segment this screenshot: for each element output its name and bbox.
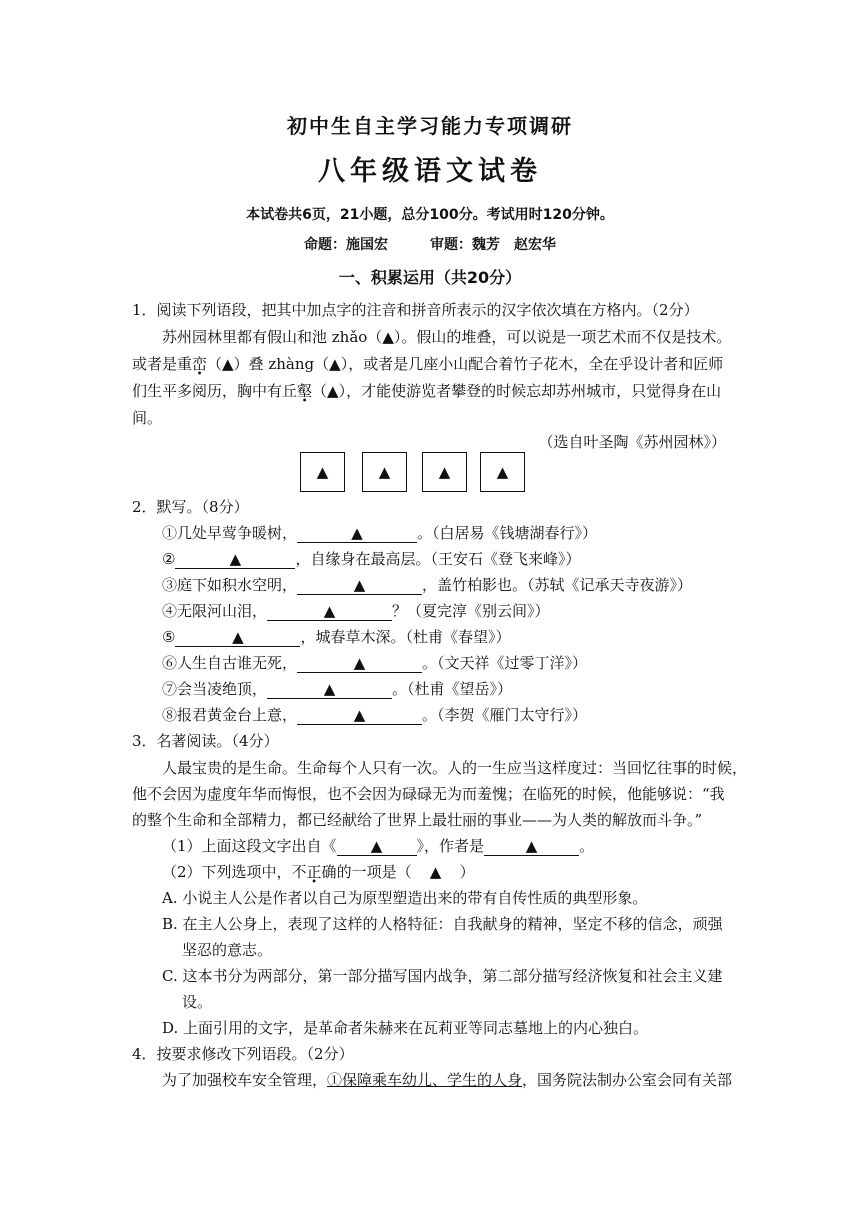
passage-text: ），才能使游览者攀登的时候忘却苏州城市，只觉得身在山 [338, 382, 722, 400]
recitation-text: ，自缘身在最高层。（王安石《登飞来峰》） [295, 550, 581, 568]
answer-box[interactable] [480, 452, 525, 492]
answer-marker: ▲ [232, 628, 244, 646]
answer-marker: ▲ [496, 463, 509, 481]
recitation-text: ？（夏完淳《别云间》） [392, 602, 550, 620]
answer-marker: ▲ [323, 680, 336, 698]
answer-marker: ▲ [327, 382, 339, 400]
passage-text: ），或者是几座小山配合着竹子花木，全在乎设计者和匠师 [340, 355, 724, 373]
question-4-passage-line [162, 1070, 732, 1090]
question-text: 的一项是（ [336, 863, 412, 881]
exam-heading: 初中生自主学习能力专项调研 [287, 114, 573, 138]
question-4-stem: 4．按要求修改下列语段。（2分） [132, 1045, 354, 1063]
recitation-item [162, 653, 587, 673]
option-a[interactable]: A. 小说主人公是作者以自己为原型塑造出来的带有自传性质的典型形象。 [162, 889, 648, 907]
passage-text: （ [207, 355, 223, 373]
recitation-text: 。（杜甫《望岳》） [392, 680, 513, 698]
answer-blank[interactable] [267, 602, 392, 621]
answer-blank[interactable] [175, 628, 300, 647]
option-d[interactable]: D. 上面引用的文字，是革命者朱赫来在瓦莉亚等同志墓地上的内心独白。 [162, 1019, 649, 1037]
passage-text: 或者是重 [132, 355, 193, 373]
question-1-passage-line [132, 381, 721, 401]
recitation-item [162, 523, 597, 543]
quoted-passage-line: 他不会因为虚度年华而悔恨，也不会因为碌碌无为而羞愧；在临死的时候，他能够说：“我 [132, 785, 725, 803]
passage-text: 们生平多阅历，胸中有丘 [132, 382, 298, 400]
answer-marker: ▲ [353, 654, 366, 672]
recitation-text: 。（白居易《钱塘湖春行》） [417, 524, 598, 542]
answer-marker: ▲ [351, 524, 363, 542]
passage-text: 为了加强校车安全管理， [162, 1071, 328, 1089]
recitation-text: ④无限河山泪， [162, 602, 268, 620]
recitation-text: ，盖竹柏影也。（苏轼《记承天寺夜游》） [422, 576, 693, 594]
answer-blank[interactable] [175, 550, 295, 569]
answer-marker: ▲ [329, 355, 341, 373]
recitation-item [162, 575, 692, 595]
answer-marker: ▲ [353, 706, 366, 724]
question-3-stem: 3．名著阅读。（4分） [132, 732, 279, 750]
book-title-blank[interactable] [337, 837, 417, 856]
answer-marker: ▲ [323, 602, 336, 620]
answer-box[interactable] [300, 452, 345, 492]
question-text: 》，作者是 [416, 837, 485, 855]
recitation-item [162, 601, 550, 621]
question-text: （1）上面这段文字出自《 [162, 837, 337, 855]
dotted-character: 峦 [192, 355, 208, 373]
answer-marker: ▲ [382, 328, 394, 346]
quoted-passage-line: 人最宝贵的是生命。生命每个人只有一次。人的一生应当这样度过：当回忆往事的时候， [162, 759, 748, 777]
question-1-passage-line [132, 354, 723, 374]
answer-box[interactable] [422, 452, 467, 492]
question-text: （2）下列选项中， [162, 863, 292, 881]
emphasized-text: 不正确 [291, 863, 337, 881]
option-b[interactable]: B. 在主人公身上，表现了这样的人格特征：自我献身的精神，坚定不移的信念，顽强 [162, 915, 723, 933]
passage-text: ）。假山的堆叠，可以说是一项艺术而不仅是技术。 [393, 328, 732, 346]
answer-marker: ▲ [353, 576, 366, 594]
recitation-item [162, 679, 512, 699]
answer-blank[interactable] [297, 524, 417, 543]
dotted-character: 壑 [297, 382, 313, 400]
answer-blank[interactable] [297, 576, 422, 595]
option-c-continued: 设。 [182, 993, 213, 1011]
question-1-passage-line [162, 327, 731, 347]
question-1-stem: 1．阅读下列语段，把其中加点字的注音和拼音所表示的汉字依次填在方格内。（2分） [132, 301, 699, 319]
answer-marker: ▲ [316, 463, 329, 481]
answer-marker: ▲ [525, 837, 538, 855]
recitation-text: ③庭下如积水空明， [162, 576, 298, 594]
answer-marker: ▲ [378, 463, 391, 481]
sub-question-2 [162, 862, 475, 882]
answer-blank[interactable] [297, 706, 422, 725]
recitation-item [162, 549, 580, 569]
question-text: 。 [579, 837, 595, 855]
exam-info: 本试卷共6页，21小题，总分100分。考试用时120分钟。 [246, 207, 614, 223]
recitation-text: 。（李贺《雁门太守行》） [422, 706, 588, 724]
passage-text: 苏州园林里都有假山和池 zhǎo（ [162, 328, 383, 346]
passage-source: （选自叶圣陶《苏州园林》） [538, 433, 726, 451]
answer-marker: ▲ [229, 550, 242, 568]
recitation-text: ⑤ [162, 628, 176, 646]
exam-title: 八年级语文试卷 [318, 156, 542, 187]
quoted-passage-line: 的整个生命和全部精力，都已经献给了世界上最壮丽的事业——为人类的解放而斗争。” [132, 811, 703, 829]
passage-text: ，国务院法制办公室会同有关部 [522, 1071, 733, 1089]
answer-blank[interactable] [267, 680, 392, 699]
author-blank[interactable] [484, 837, 579, 856]
choice-blank[interactable] [412, 862, 460, 882]
passage-text: ）叠 zhàng（ [233, 355, 330, 373]
underlined-sentence: ①保障乘车幼儿、学生的人身 [327, 1071, 523, 1089]
question-2-stem: 2．默写。（8分） [132, 498, 249, 516]
sub-question-1 [162, 836, 594, 856]
answer-marker: ▲ [438, 463, 451, 481]
recitation-text: ⑥人生自古谁无死， [162, 654, 298, 672]
recitation-text: ② [162, 550, 176, 568]
answer-box[interactable] [362, 452, 407, 492]
recitation-text: ①几处早莺争暖树， [162, 524, 298, 542]
question-1-passage-line: 间。 [132, 409, 163, 427]
recitation-text: ⑧报君黄金台上意， [162, 706, 298, 724]
recitation-text: ⑦会当凌绝顶， [162, 680, 268, 698]
recitation-item [162, 705, 587, 725]
passage-text: （ [312, 382, 328, 400]
section-heading: 一、积累运用（共20分） [338, 268, 522, 287]
recitation-text: ，城春草木深。（杜甫《春望》） [300, 628, 511, 646]
recitation-text: 。（文天祥《过零丁洋》） [422, 654, 588, 672]
answer-marker: ▲ [370, 837, 383, 855]
option-b-continued: 坚忍的意志。 [182, 941, 273, 959]
answer-blank[interactable] [297, 654, 422, 673]
recitation-item [162, 627, 510, 647]
option-c[interactable]: C. 这本书分为两部分，第一部分描写国内战争，第二部分描写经济恢复和社会主义建 [162, 967, 723, 985]
exam-authors: 命题：施国宏 审题：魏芳 赵宏华 [304, 237, 556, 253]
question-text: ） [459, 863, 475, 881]
answer-marker: ▲ [222, 355, 234, 373]
answer-marker: ▲ [429, 863, 442, 881]
